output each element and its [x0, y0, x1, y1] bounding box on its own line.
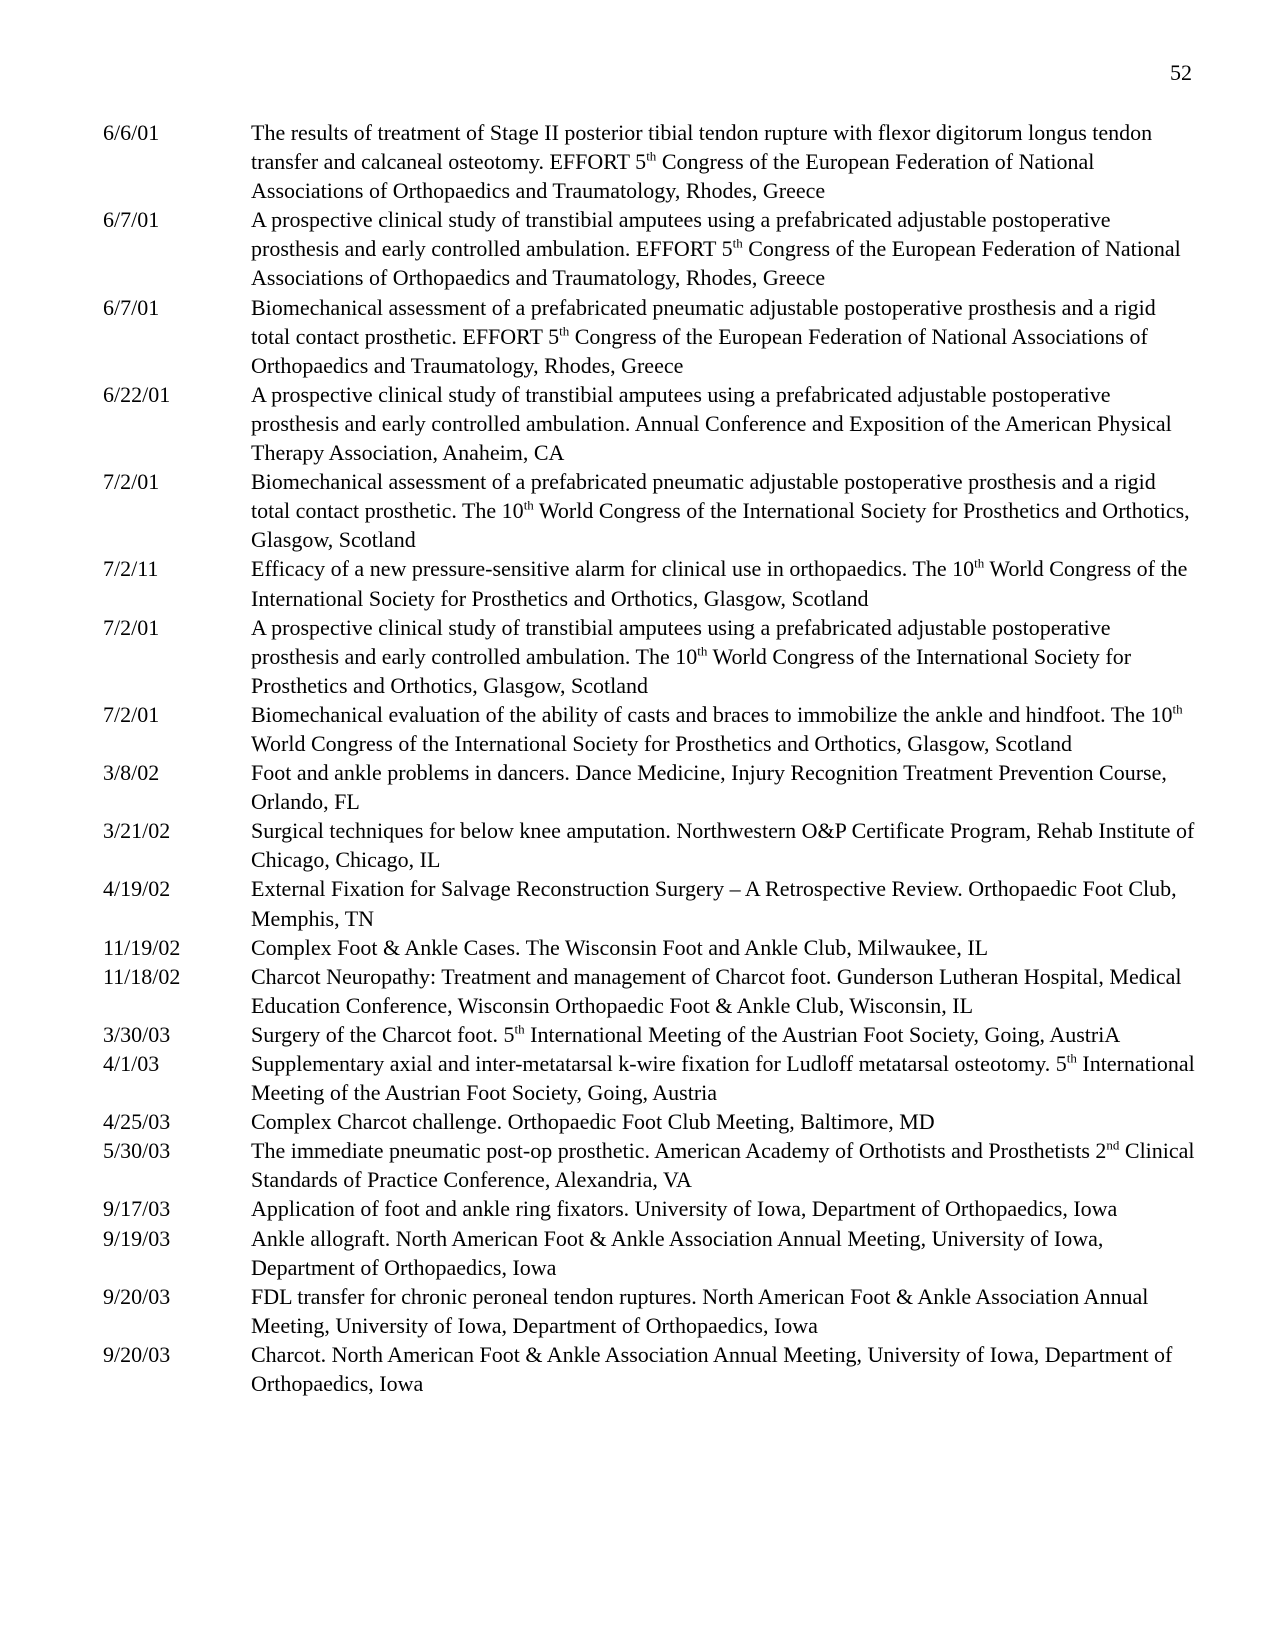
entry-text-segment: Surgical techniques for below knee amputation. Northwestern O&P Certificate Program, Rehab Institute of Chicago, Chicago, IL [251, 818, 1195, 873]
list-item [103, 816, 1198, 874]
entry-text-segment: Biomechanical assessment of a prefabricated pneumatic adjustable postoperative prosthesis and a rigid total contact prosthetic. The 10 [251, 469, 1156, 524]
entry-description [251, 1194, 1198, 1223]
entry-description [251, 962, 1198, 1020]
entry-date: 3/21/02 [103, 818, 171, 844]
entry-description [251, 933, 1198, 962]
list-item [103, 700, 1198, 758]
page-number: 52 [1170, 60, 1192, 85]
entry-description [251, 613, 1198, 700]
entry-text-segment: Ankle allograft. North American Foot & Ankle Association Annual Meeting, University of Iowa, Department of Orthopaedics, Iowa [251, 1225, 1104, 1280]
entry-description [251, 205, 1198, 292]
list-item [103, 962, 1198, 1020]
ordinal-suffix: th [1172, 701, 1183, 717]
entry-date: 11/19/02 [103, 934, 181, 960]
entry-text-segment: Charcot. North American Foot & Ankle Association Annual Meeting, University of Iowa, Department of Orthopaedics, Iowa [251, 1341, 1173, 1397]
entry-text-segment: A prospective clinical study of transtibial amputees using a prefabricated adjustable postoperative prosthesis and early controlled ambulation. EFFORT 5 [251, 207, 1111, 262]
list-item [103, 933, 1198, 962]
entry-text-segment: Efficacy of a new pressure-sensitive alarm for clinical use in orthopaedics. The 10 [251, 556, 975, 582]
entry-date: 7/2/11 [103, 556, 159, 582]
list-item [103, 467, 1198, 554]
entry-description [251, 1224, 1198, 1282]
entry-description [251, 816, 1198, 874]
list-item [103, 1194, 1198, 1223]
entry-description [251, 700, 1198, 758]
entry-date: 3/30/03 [103, 1021, 171, 1047]
entry-text-segment: Biomechanical evaluation of the ability of casts and braces to immobilize the ankle and hindfoot. The 10 [251, 701, 1173, 727]
entry-text-segment: Application of foot and ankle ring fixators. University of Iowa, Department of Orthopaedics, Iowa [251, 1196, 1118, 1222]
entry-text-segment: Clinical Standards of Practice Conference, Alexandria, VA [251, 1138, 1195, 1193]
list-item [103, 613, 1198, 700]
entry-text-segment: Supplementary axial and inter-metatarsal k-wire fixation for Ludloff metatarsal osteotomy. 5 [251, 1051, 1067, 1076]
entry-text-segment: World Congress of the International Society for Prosthetics and Orthotics, Glasgow, Scotland [251, 498, 1190, 553]
entry-text-segment: Complex Foot & Ankle Cases. The Wisconsin Foot and Ankle Club, Milwaukee, IL [251, 934, 989, 960]
entry-text-segment: The results of treatment of Stage II posterior tibial tendon rupture with flexor digitorum longus tendon transfer and calcaneal osteotomy. EFFORT 5 [251, 120, 1153, 175]
entry-date: 11/18/02 [103, 963, 181, 989]
ordinal-suffix: th [559, 323, 570, 339]
entry-date: 4/1/03 [103, 1051, 160, 1076]
entry-date: 9/19/03 [103, 1225, 171, 1251]
entry-date: 4/19/02 [103, 876, 171, 902]
list-item [103, 1020, 1198, 1049]
ordinal-suffix: th [646, 148, 657, 164]
list-item [103, 205, 1198, 292]
entry-description [251, 1282, 1198, 1340]
entry-date: 9/20/03 [103, 1283, 171, 1309]
list-item [103, 1049, 1198, 1107]
entry-description [251, 1049, 1198, 1107]
entry-date: 4/25/03 [103, 1109, 171, 1135]
list-item [103, 554, 1198, 612]
presentation-list [103, 118, 1198, 1398]
entry-date: 9/17/03 [103, 1196, 171, 1222]
entry-text-segment: The immediate pneumatic post-op prosthetic. American Academy of Orthotists and Prosthetists 2 [251, 1138, 1107, 1164]
entry-date: 6/7/01 [103, 207, 160, 233]
entry-text-segment: FDL transfer for chronic peroneal tendon ruptures. North American Foot & Ankle Association Annual Meeting, University of Iowa, Department of Orthopaedics, Iowa [251, 1283, 1149, 1338]
entry-text-segment: Congress of the European Federation of National Associations of Orthopaedics and Traumatology, Rhodes, Greece [251, 236, 1181, 291]
entry-text-segment: A prospective clinical study of transtibial amputees using a prefabricated adjustable postoperative prosthesis and early controlled ambulation. Annual Conference and Exposition of the American Physical Therapy Association, Anaheim, CA [251, 381, 1172, 466]
entry-text-segment: Charcot Neuropathy: Treatment and management of Charcot foot. Gunderson Lutheran Hospital, Medical Education Conference, Wisconsin Orthopaedic Foot & Ankle Club, Wisconsin, IL [251, 963, 1182, 1018]
list-item [103, 1224, 1198, 1282]
entry-description [251, 467, 1198, 554]
entry-date: 3/8/02 [103, 760, 160, 786]
entry-date: 9/20/03 [103, 1341, 171, 1367]
entry-text-segment: Biomechanical assessment of a prefabricated pneumatic adjustable postoperative prosthesis and a rigid total contact prosthetic. EFFORT 5 [251, 294, 1156, 349]
ordinal-suffix: th [514, 1021, 525, 1037]
entry-date: 6/6/01 [103, 120, 160, 145]
entry-text-segment: External Fixation for Salvage Reconstruction Surgery – A Retrospective Review. Orthopaedic Foot Club, Memphis, TN [251, 876, 1177, 931]
entry-text-segment: World Congress of the International Society for Prosthetics and Orthotics, Glasgow, Scotland [251, 643, 1132, 698]
entry-description [251, 1107, 1198, 1136]
list-item [103, 1107, 1198, 1136]
entry-description [251, 1020, 1198, 1049]
list-item [103, 758, 1198, 816]
entry-date: 5/30/03 [103, 1138, 171, 1164]
list-item [103, 118, 1198, 205]
entry-date: 6/22/01 [103, 381, 171, 407]
list-item [103, 1282, 1198, 1340]
entry-text-segment: International Meeting of the Austrian Foot Society, Going, AustriA [524, 1021, 1121, 1047]
entry-text-segment: A prospective clinical study of transtibial amputees using a prefabricated adjustable postoperative prosthesis and early controlled ambulation. The 10 [251, 614, 1111, 669]
entry-text-segment: Foot and ankle problems in dancers. Dance Medicine, Injury Recognition Treatment Prevention Course, Orlando, FL [251, 760, 1167, 815]
entry-description [251, 758, 1198, 816]
ordinal-suffix: th [697, 643, 708, 659]
entry-text-segment: Congress of the European Federation of National Associations of Orthopaedics and Traumatology, Rhodes, Greece [251, 149, 1095, 204]
entry-date: 6/7/01 [103, 294, 160, 320]
entry-description [251, 293, 1198, 380]
entry-description [251, 874, 1198, 932]
entry-description [251, 380, 1198, 467]
entry-date: 7/2/01 [103, 469, 160, 495]
entry-text-segment: Surgery of the Charcot foot. 5 [251, 1021, 515, 1047]
entry-text-segment: World Congress of the International Society for Prosthetics and Orthotics, Glasgow, Scotland [251, 730, 1073, 756]
ordinal-suffix: nd [1106, 1137, 1120, 1153]
list-item [103, 1340, 1198, 1398]
entry-description [251, 118, 1198, 205]
ordinal-suffix: th [523, 497, 534, 513]
entry-text-segment: International Meeting of the Austrian Foot Society, Going, Austria [251, 1051, 1195, 1106]
ordinal-suffix: th [1066, 1050, 1077, 1066]
entry-description [251, 1340, 1198, 1398]
entry-date: 7/2/01 [103, 614, 160, 640]
entry-description [251, 554, 1198, 612]
entry-date: 7/2/01 [103, 701, 160, 727]
list-item [103, 293, 1198, 380]
entry-text-segment: Congress of the European Federation of National Associations of Orthopaedics and Traumatology, Rhodes, Greece [251, 323, 1148, 378]
list-item [103, 1136, 1198, 1194]
entry-description [251, 1136, 1198, 1194]
list-item [103, 380, 1198, 467]
ordinal-suffix: th [974, 556, 985, 572]
entry-text-segment: Complex Charcot challenge. Orthopaedic Foot Club Meeting, Baltimore, MD [251, 1109, 935, 1135]
entry-text-segment: World Congress of the International Society for Prosthetics and Orthotics, Glasgow, Scotland [251, 556, 1188, 611]
list-item [103, 874, 1198, 932]
ordinal-suffix: th [732, 236, 743, 252]
